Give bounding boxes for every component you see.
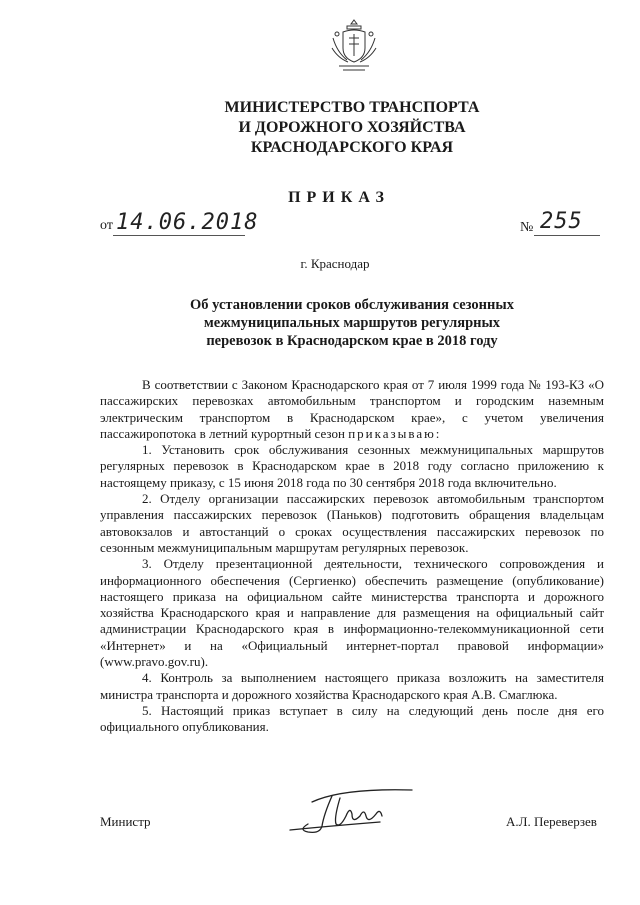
order-date: 14.06.2018 — [116, 210, 259, 235]
orders-word: приказываю: — [348, 425, 442, 441]
number-underline — [534, 235, 600, 236]
ministry-line-2: И ДОРОЖНОГО ХОЗЯЙСТВА — [238, 119, 466, 136]
date-underline — [113, 235, 245, 236]
preamble-text: В соответствии с Законом Краснодарского края от 7 июля 1999 года № 193-КЗ «О пассажирских перевозках автомобильным транспортом и городским наземным электрическим транспортом в Краснодарском крае», с учетом увеличения пассажиропотока в летний курортный сезон — [100, 377, 604, 441]
order-subject — [0, 296, 640, 350]
order-title: ПРИКАЗ — [288, 189, 390, 206]
order-body — [100, 377, 604, 736]
ministry-name — [0, 98, 640, 158]
subject-line-2: межмуниципальных маршрутов регулярных — [203, 315, 501, 331]
preamble-paragraph — [100, 377, 604, 442]
date-prefix: от — [100, 218, 113, 233]
coat-of-arms-emblem — [329, 18, 379, 74]
city: г. Краснодар — [300, 256, 370, 271]
clause-4: 4. Контроль за выполнением настоящего приказа возложить на заместителя министра транспорта и дорожного хозяйства Краснодарского края А.В. Смаглюка. — [100, 670, 604, 702]
ministry-line-3: КРАСНОДАРСКОГО КРАЯ — [250, 139, 454, 156]
handwritten-signature — [282, 782, 432, 838]
signatory-name: А.Л. Переверзев — [506, 814, 597, 829]
number-prefix: № — [520, 220, 534, 235]
subject-line-3: перевозок в Краснодарском крае в 2018 году — [206, 333, 498, 349]
order-number: 255 — [540, 209, 583, 234]
subject-line-1: Об установлении сроков обслуживания сезонных — [190, 297, 514, 313]
clause-5: 5. Настоящий приказ вступает в силу на следующий день после дня его официального опубликования. — [100, 702, 604, 735]
signatory-position: Министр — [100, 814, 151, 829]
clause-3: 3. Отделу презентационной деятельности, технического сопровождения и информационного обеспечения (Сергиенко) обеспечить размещение (опубликование) настоящего приказа на официальном сайте министерства транспорта и дорожного хозяйства Краснодарского края и направление для размещения на официальный сайт администрации Краснодарского края в информационно-телекоммуникационной сети «Интернет» и на «Официальный интернет-портал правовой информации» (www.pravo.gov.ru). — [100, 556, 604, 670]
clause-2: 2. Отделу организации пассажирских перевозок автомобильным транспортом управления пассажирских перевозок (Паньков) подготовить обращения владельцам автовокзалов и автостанций о сроках осуществления пассажирских перевозок по сезонным межмуниципальным маршрутам регулярных перевозок. — [100, 491, 604, 555]
clause-1: 1. Установить срок обслуживания сезонных межмуниципальных маршрутов регулярных перевозок в Краснодарском крае в 2018 году согласно приложению к настоящему приказу, с 15 июня 2018 года по 30 сентября 2018 года включительно. — [100, 442, 604, 490]
ministry-line-1: МИНИСТЕРСТВО ТРАНСПОРТА — [224, 99, 480, 116]
